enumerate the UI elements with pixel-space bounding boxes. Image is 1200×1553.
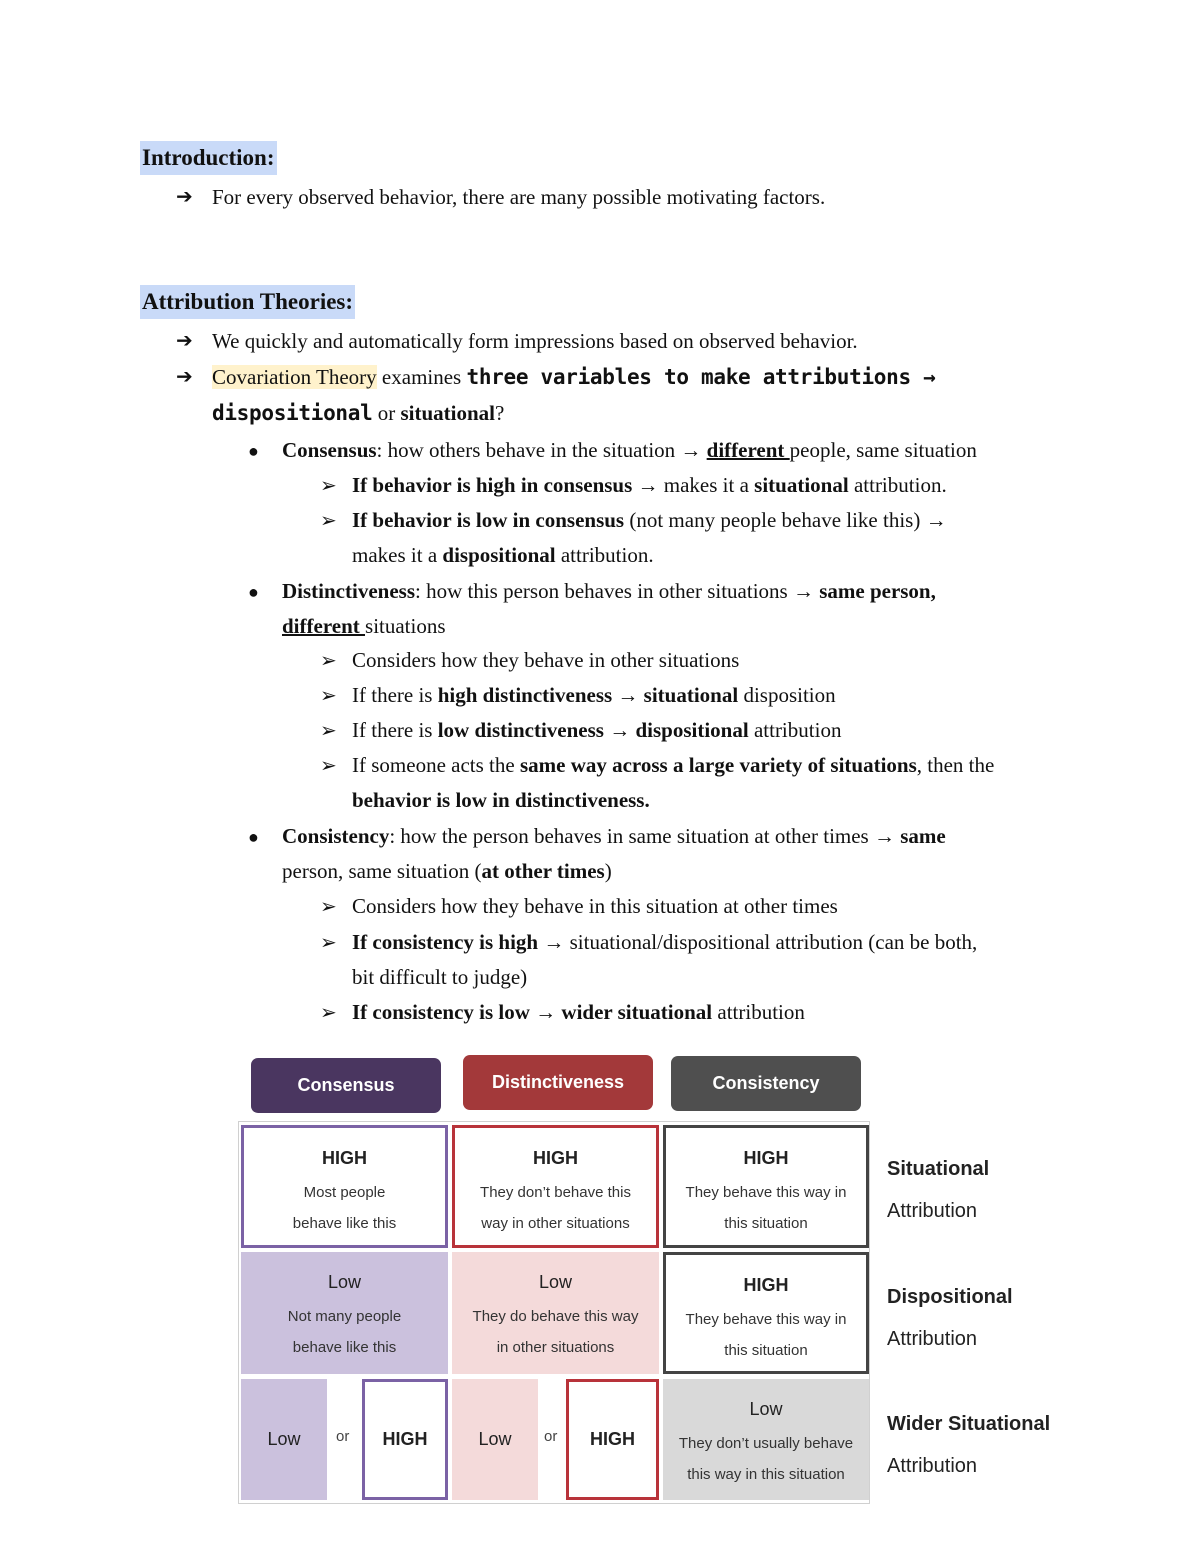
- cell-desc: Not many people: [287, 1308, 402, 1325]
- cell-distinctiveness-high: [452, 1125, 659, 1248]
- attribution-item-1: We quickly and automatically form impressions based on observed behavior.: [212, 329, 858, 353]
- sub-bold: low distinctiveness: [437, 718, 604, 742]
- or-label: or: [336, 1428, 350, 1445]
- triangle-bullet-icon: ➢: [320, 896, 337, 918]
- cell-desc: Most people: [303, 1184, 386, 1201]
- covariation-line-1: [212, 364, 936, 390]
- triangle-bullet-icon: ➢: [320, 1002, 337, 1024]
- sub-text: , then the: [916, 753, 995, 777]
- cell-distinctiveness-low: [452, 1252, 659, 1374]
- cell-desc: this situation: [724, 1215, 808, 1232]
- consensus-sub-1: [352, 472, 947, 498]
- row-label: Attribution: [887, 1200, 978, 1222]
- row-label-wider-situational: [887, 1403, 1050, 1487]
- sub-bold: high distinctiveness: [437, 683, 613, 707]
- cell-level: Low: [538, 1272, 573, 1292]
- sub-text: →: [603, 718, 636, 742]
- or-label: or: [544, 1428, 558, 1445]
- consensus-term: Consensus: [282, 438, 377, 462]
- sub-text: →: [612, 683, 644, 707]
- cell-consistency-low: [663, 1379, 869, 1500]
- sub-text: attribution.: [555, 543, 654, 567]
- intro-heading: Introduction:: [140, 141, 277, 175]
- consistency-sub-2b: bit difficult to judge): [352, 965, 528, 989]
- distinctiveness-different: different: [282, 614, 366, 638]
- sub-bold: If behavior is high in consensus: [352, 473, 633, 497]
- cell-desc: this situation: [724, 1342, 808, 1359]
- distinctiveness-line-2: [282, 613, 446, 639]
- covariation-text: or: [372, 401, 401, 425]
- row-label: Attribution: [887, 1328, 978, 1350]
- sub-bold: If behavior is low in consensus: [352, 508, 625, 532]
- consistency-bold: same: [900, 824, 946, 848]
- cell-level: HIGH: [533, 1148, 578, 1168]
- sub-bold: behavior is low in distinctiveness.: [352, 788, 650, 812]
- cell-consensus-high-mini: HIGH: [362, 1379, 448, 1500]
- sub-bold: situational: [754, 473, 849, 497]
- distinctiveness-text: situations: [365, 614, 446, 638]
- distinctiveness-sub-4a: [352, 752, 994, 778]
- sub-text: attribution.: [848, 473, 947, 497]
- sub-bold: wider situational: [561, 1000, 713, 1024]
- sub-bold: same way across a large variety of situations: [519, 753, 917, 777]
- cell-desc: in other situations: [496, 1339, 615, 1356]
- header-consensus: Consensus: [251, 1058, 441, 1113]
- row-label: Attribution: [887, 1455, 978, 1477]
- triangle-bullet-icon: ➢: [320, 755, 337, 777]
- consistency-text: ): [604, 859, 612, 883]
- dot-bullet-icon: ●: [248, 827, 259, 847]
- cell-consistency-high-2: [663, 1252, 869, 1374]
- cell-desc: They behave this way in: [685, 1311, 847, 1328]
- cell-desc: They behave this way in: [685, 1184, 847, 1201]
- consistency-text: : how the person behaves in same situation at other times →: [389, 824, 901, 848]
- consensus-sub-2a: [352, 507, 947, 533]
- sub-text: → situational/dispositional attribution (can be both,: [538, 930, 978, 954]
- distinctiveness-bold: same person,: [819, 579, 936, 603]
- sub-text: disposition: [738, 683, 836, 707]
- distinctiveness-sub-4b: [352, 787, 650, 813]
- consistency-sub-2a: [352, 929, 977, 955]
- header-consistency: Consistency: [671, 1056, 861, 1111]
- cell-level: HIGH: [743, 1148, 789, 1168]
- distinctiveness-sub-1: Considers how they behave in other situations: [352, 648, 740, 672]
- consistency-text: person, same situation (: [282, 859, 482, 883]
- sub-bold: If consistency is high: [352, 930, 539, 954]
- covariation-line-2: [212, 400, 504, 426]
- consensus-sub-2b: [352, 542, 654, 568]
- cell-desc: They do behave this way: [472, 1308, 639, 1325]
- sub-bold: dispositional: [635, 718, 749, 742]
- covariation-mono-1: three variables to make attributions →: [466, 365, 936, 389]
- cell-distinctiveness-high-mini: HIGH: [566, 1379, 659, 1500]
- cell-desc: way in other situations: [481, 1215, 630, 1232]
- dot-bullet-icon: ●: [248, 582, 259, 602]
- row-label-bold: Situational: [887, 1158, 990, 1180]
- sub-text: attribution: [712, 1000, 805, 1024]
- covariation-mono-2: dispositional: [212, 401, 373, 425]
- cell-desc: They don’t usually behave: [678, 1435, 854, 1452]
- consistency-sub-3: [352, 999, 805, 1025]
- consistency-term: Consistency: [282, 824, 390, 848]
- consistency-line-2: [282, 858, 612, 884]
- distinctiveness-sub-2: [352, 682, 836, 708]
- header-distinctiveness: Distinctiveness: [463, 1055, 653, 1110]
- sub-text: If someone acts the: [352, 753, 520, 777]
- cell-desc: behave like this: [292, 1339, 397, 1356]
- sub-bold: If consistency is low: [352, 1000, 530, 1024]
- consensus-different: different: [706, 438, 790, 462]
- cell-level: Low: [749, 1399, 783, 1419]
- arrow-bullet-icon: ➔: [176, 186, 193, 208]
- consensus-text: people, same situation: [789, 438, 977, 462]
- cell-consensus-high: [241, 1125, 448, 1248]
- consistency-line-1: [282, 823, 946, 849]
- row-label-bold: Dispositional: [887, 1286, 1013, 1308]
- covariation-text: ?: [495, 401, 505, 425]
- cell-consistency-high: [663, 1125, 869, 1248]
- arrow-bullet-icon: ➔: [176, 366, 193, 388]
- intro-item: For every observed behavior, there are many possible motivating factors.: [212, 185, 826, 209]
- sub-text: →: [529, 1000, 562, 1024]
- dot-bullet-icon: ●: [248, 441, 259, 461]
- sub-text: makes it a: [352, 543, 443, 567]
- covariation-text: examines: [376, 365, 467, 389]
- triangle-bullet-icon: ➢: [320, 650, 337, 672]
- covariation-term: Covariation Theory: [212, 365, 377, 389]
- distinctiveness-text: : how this person behaves in other situations →: [415, 579, 820, 603]
- consensus-line: [282, 437, 977, 463]
- triangle-bullet-icon: ➢: [320, 720, 337, 742]
- row-label-situational: [887, 1148, 989, 1232]
- sub-text: If there is: [352, 683, 438, 707]
- distinctiveness-term: Distinctiveness: [282, 579, 415, 603]
- cell-desc: They don’t behave this: [480, 1184, 631, 1201]
- cell-desc: this way in this situation: [687, 1466, 845, 1483]
- distinctiveness-line-1: [282, 578, 936, 604]
- arrow-bullet-icon: ➔: [176, 330, 193, 352]
- sub-bold: situational: [643, 683, 739, 707]
- cell-desc: behave like this: [292, 1215, 397, 1232]
- distinctiveness-sub-3: [352, 717, 841, 743]
- cell-consensus-low: [241, 1252, 448, 1374]
- consensus-text: : how others behave in the situation →: [376, 438, 707, 462]
- row-label-dispositional: [887, 1276, 1013, 1360]
- cell-level: HIGH: [322, 1148, 367, 1168]
- consistency-bold: at other times: [481, 859, 605, 883]
- sub-text: If there is: [352, 718, 438, 742]
- triangle-bullet-icon: ➢: [320, 932, 337, 954]
- covariation-bold: situational: [400, 401, 495, 425]
- triangle-bullet-icon: ➢: [320, 685, 337, 707]
- sub-text: (not many people behave like this) →: [624, 508, 947, 532]
- triangle-bullet-icon: ➢: [320, 510, 337, 532]
- cell-level: Low: [327, 1272, 362, 1292]
- consistency-sub-1: Considers how they behave in this situation at other times: [352, 894, 838, 918]
- row-label-bold: Wider Situational: [887, 1413, 1051, 1435]
- cell-level: HIGH: [743, 1275, 789, 1295]
- sub-text: attribution: [748, 718, 842, 742]
- sub-text: → makes it a: [632, 473, 755, 497]
- attribution-heading: Attribution Theories:: [140, 285, 355, 319]
- cell-consensus-low-mini: Low: [241, 1379, 327, 1500]
- triangle-bullet-icon: ➢: [320, 475, 337, 497]
- sub-bold: dispositional: [442, 543, 556, 567]
- cell-distinctiveness-low-mini: Low: [452, 1379, 538, 1500]
